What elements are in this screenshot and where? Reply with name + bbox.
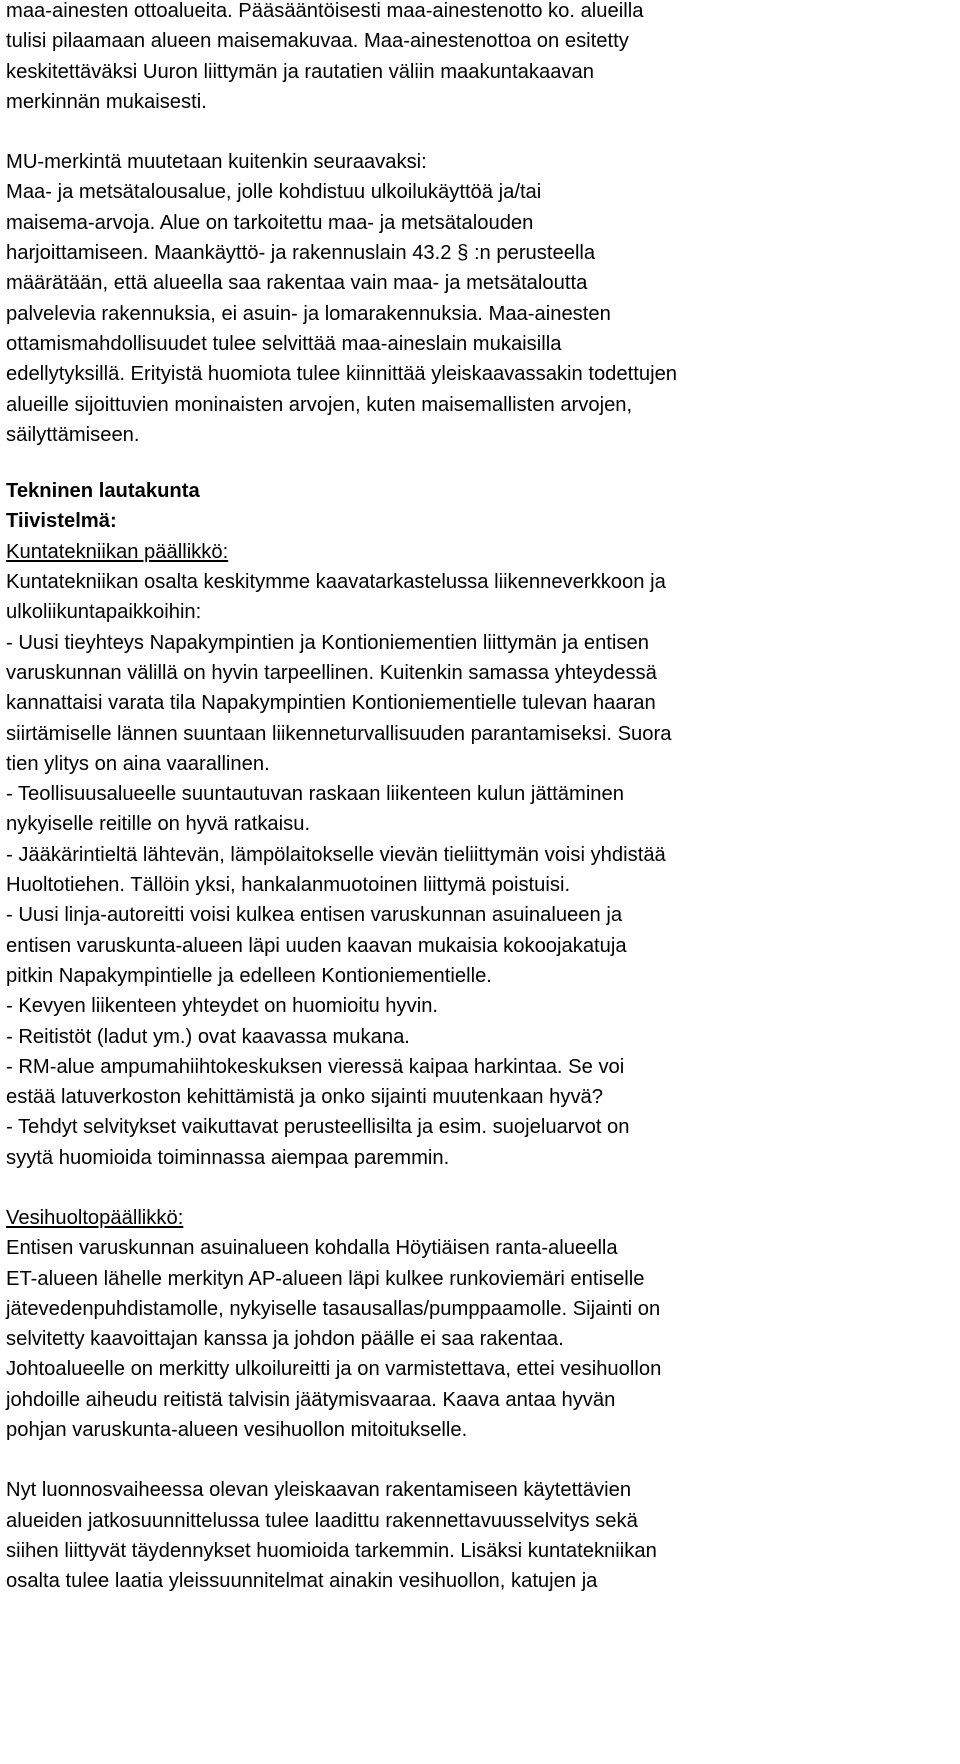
text-line: jätevedenpuhdistamolle, nykyiselle tasausallas/pumppaamolle. Sijainti on	[6, 1297, 661, 1320]
text-line: edellytyksillä. Erityistä huomiota tulee kiinnittää yleiskaavassakin todettujen	[6, 363, 678, 386]
text-line: ulkoliikuntapaikkoihin:	[6, 601, 202, 624]
text-line: harjoittamiseen. Maankäyttö- ja rakennuslain 43.2 § :n perusteella	[6, 242, 596, 265]
text-line: Nyt luonnosvaiheessa olevan yleiskaavan rakentamiseen käytettävien	[6, 1479, 632, 1502]
text-line: varuskunnan välillä on hyvin tarpeellinen. Kuitenkin samassa yhteydessä	[6, 661, 657, 684]
text-line: palvelevia rakennuksia, ei asuin- ja lomarakennuksia. Maa-ainesten	[6, 302, 611, 325]
section-heading: Tekninen lautakunta	[6, 480, 200, 503]
tekninen-section	[6, 476, 960, 1173]
closing-paragraph	[6, 1475, 960, 1596]
text-line: johdoille aiheudu reitistä talvisin jäätymisvaaraa. Kaava antaa hyvän	[6, 1388, 616, 1411]
spacer	[6, 117, 960, 147]
spacer	[6, 1173, 960, 1203]
vesihuolto-label: Vesihuoltopäällikkö:	[6, 1206, 184, 1229]
text-line: - Kevyen liikenteen yhteydet on huomioitu hyvin.	[6, 995, 439, 1018]
text-line: Johtoalueelle on merkitty ulkoilureitti ja on varmistettava, ettei vesihuollon	[6, 1358, 662, 1381]
spacer	[6, 1445, 960, 1475]
text-line: kannattaisi varata tila Napakympintien Kontioniementielle tulevan haaran	[6, 692, 656, 715]
text-line: Maa- ja metsätalousalue, jolle kohdistuu ulkoilukäyttöä ja/tai	[6, 181, 542, 204]
text-line: maisema-arvoja. Alue on tarkoitettu maa- ja metsätalouden	[6, 211, 534, 234]
kuntatekniikka-label: Kuntatekniikan päällikkö:	[6, 540, 229, 563]
text-line: säilyttämiseen.	[6, 423, 140, 446]
text-line: - Reitistöt (ladut ym.) ovat kaavassa mukana.	[6, 1025, 410, 1048]
text-line: määrätään, että alueella saa rakentaa vain maa- ja metsätaloutta	[6, 272, 588, 295]
text-line: ET-alueen lähelle merkityn AP-alueen läpi kulkee runkoviemäri entiselle	[6, 1267, 645, 1290]
text-line: - Tehdyt selvitykset vaikuttavat perusteellisilta ja esim. suojeluarvot on	[6, 1116, 630, 1139]
section-subheading: Tiivistelmä:	[6, 510, 117, 533]
text-line: - Teollisuusalueelle suuntautuvan raskaan liikenteen kulun jättäminen	[6, 783, 624, 806]
text-line: estää latuverkoston kehittämistä ja onko sijainti muutenkaan hyvä?	[6, 1086, 603, 1109]
text-line: siirtämiselle lännen suuntaan liikenneturvallisuuden parantamiseksi. Suora	[6, 722, 672, 745]
text-line: alueiden jatkosuunnittelussa tulee laadittu rakennettavuusselvitys sekä	[6, 1509, 638, 1532]
text-line: - RM-alue ampumahiihtokeskuksen vieressä kaipaa harkintaa. Se voi	[6, 1055, 625, 1078]
text-line: Huoltotiehen. Tällöin yksi, hankalanmuotoinen liittymä poistuisi.	[6, 874, 571, 897]
text-line: Entisen varuskunnan asuinalueen kohdalla Höytiäisen ranta-alueella	[6, 1237, 618, 1260]
text-line: - Uusi tieyhteys Napakympintien ja Kontioniementien liittymän ja entisen	[6, 631, 649, 654]
text-line: osalta tulee laatia yleissuunnitelmat ainakin vesihuollon, katujen ja	[6, 1570, 598, 1593]
intro-paragraph	[6, 0, 960, 117]
text-line: entisen varuskunta-alueen läpi uuden kaavan mukaisia kokoojakatuja	[6, 934, 627, 957]
text-line: MU-merkintä muutetaan kuitenkin seuraavaksi:	[6, 151, 427, 174]
vesihuolto-paragraph	[6, 1203, 960, 1445]
spacer	[6, 450, 960, 476]
text-line: ottamismahdollisuudet tulee selvittää maa-aineslain mukaisilla	[6, 332, 562, 355]
text-line: Kuntatekniikan osalta keskitymme kaavatarkastelussa liikenneverkkoon ja	[6, 571, 666, 594]
text-line: maa-ainesten ottoalueita. Pääsääntöisesti maa-ainestenotto ko. alueilla	[6, 0, 644, 22]
text-line: syytä huomioida toiminnassa aiempaa paremmin.	[6, 1146, 450, 1169]
text-line: alueille sijoittuvien moninaisten arvojen, kuten maisemallisten arvojen,	[6, 393, 633, 416]
text-line: tien ylitys on aina vaarallinen.	[6, 752, 270, 775]
text-line: merkinnän mukaisesti.	[6, 90, 207, 113]
text-line: nykyiselle reitille on hyvä ratkaisu.	[6, 813, 311, 836]
text-line: pitkin Napakympintielle ja edelleen Kontioniementielle.	[6, 964, 492, 987]
text-line: selvitetty kaavoittajan kanssa ja johdon päälle ei saa rakentaa.	[6, 1328, 564, 1351]
text-line: keskitettäväksi Uuron liittymän ja rautatien väliin maakuntakaavan	[6, 60, 594, 83]
text-line: pohjan varuskunta-alueen vesihuollon mitoitukselle.	[6, 1419, 468, 1442]
mu-paragraph	[6, 147, 960, 450]
text-line: - Uusi linja-autoreitti voisi kulkea entisen varuskunnan asuinalueen ja	[6, 904, 623, 927]
text-line: - Jääkärintieltä lähtevän, lämpölaitokselle vievän tieliittymän voisi yhdistää	[6, 843, 666, 866]
text-line: tulisi pilaamaan alueen maisemakuvaa. Maa-ainestenottoa on esitetty	[6, 30, 629, 53]
text-line: siihen liittyvät täydennykset huomioida tarkemmin. Lisäksi kuntatekniikan	[6, 1539, 657, 1562]
